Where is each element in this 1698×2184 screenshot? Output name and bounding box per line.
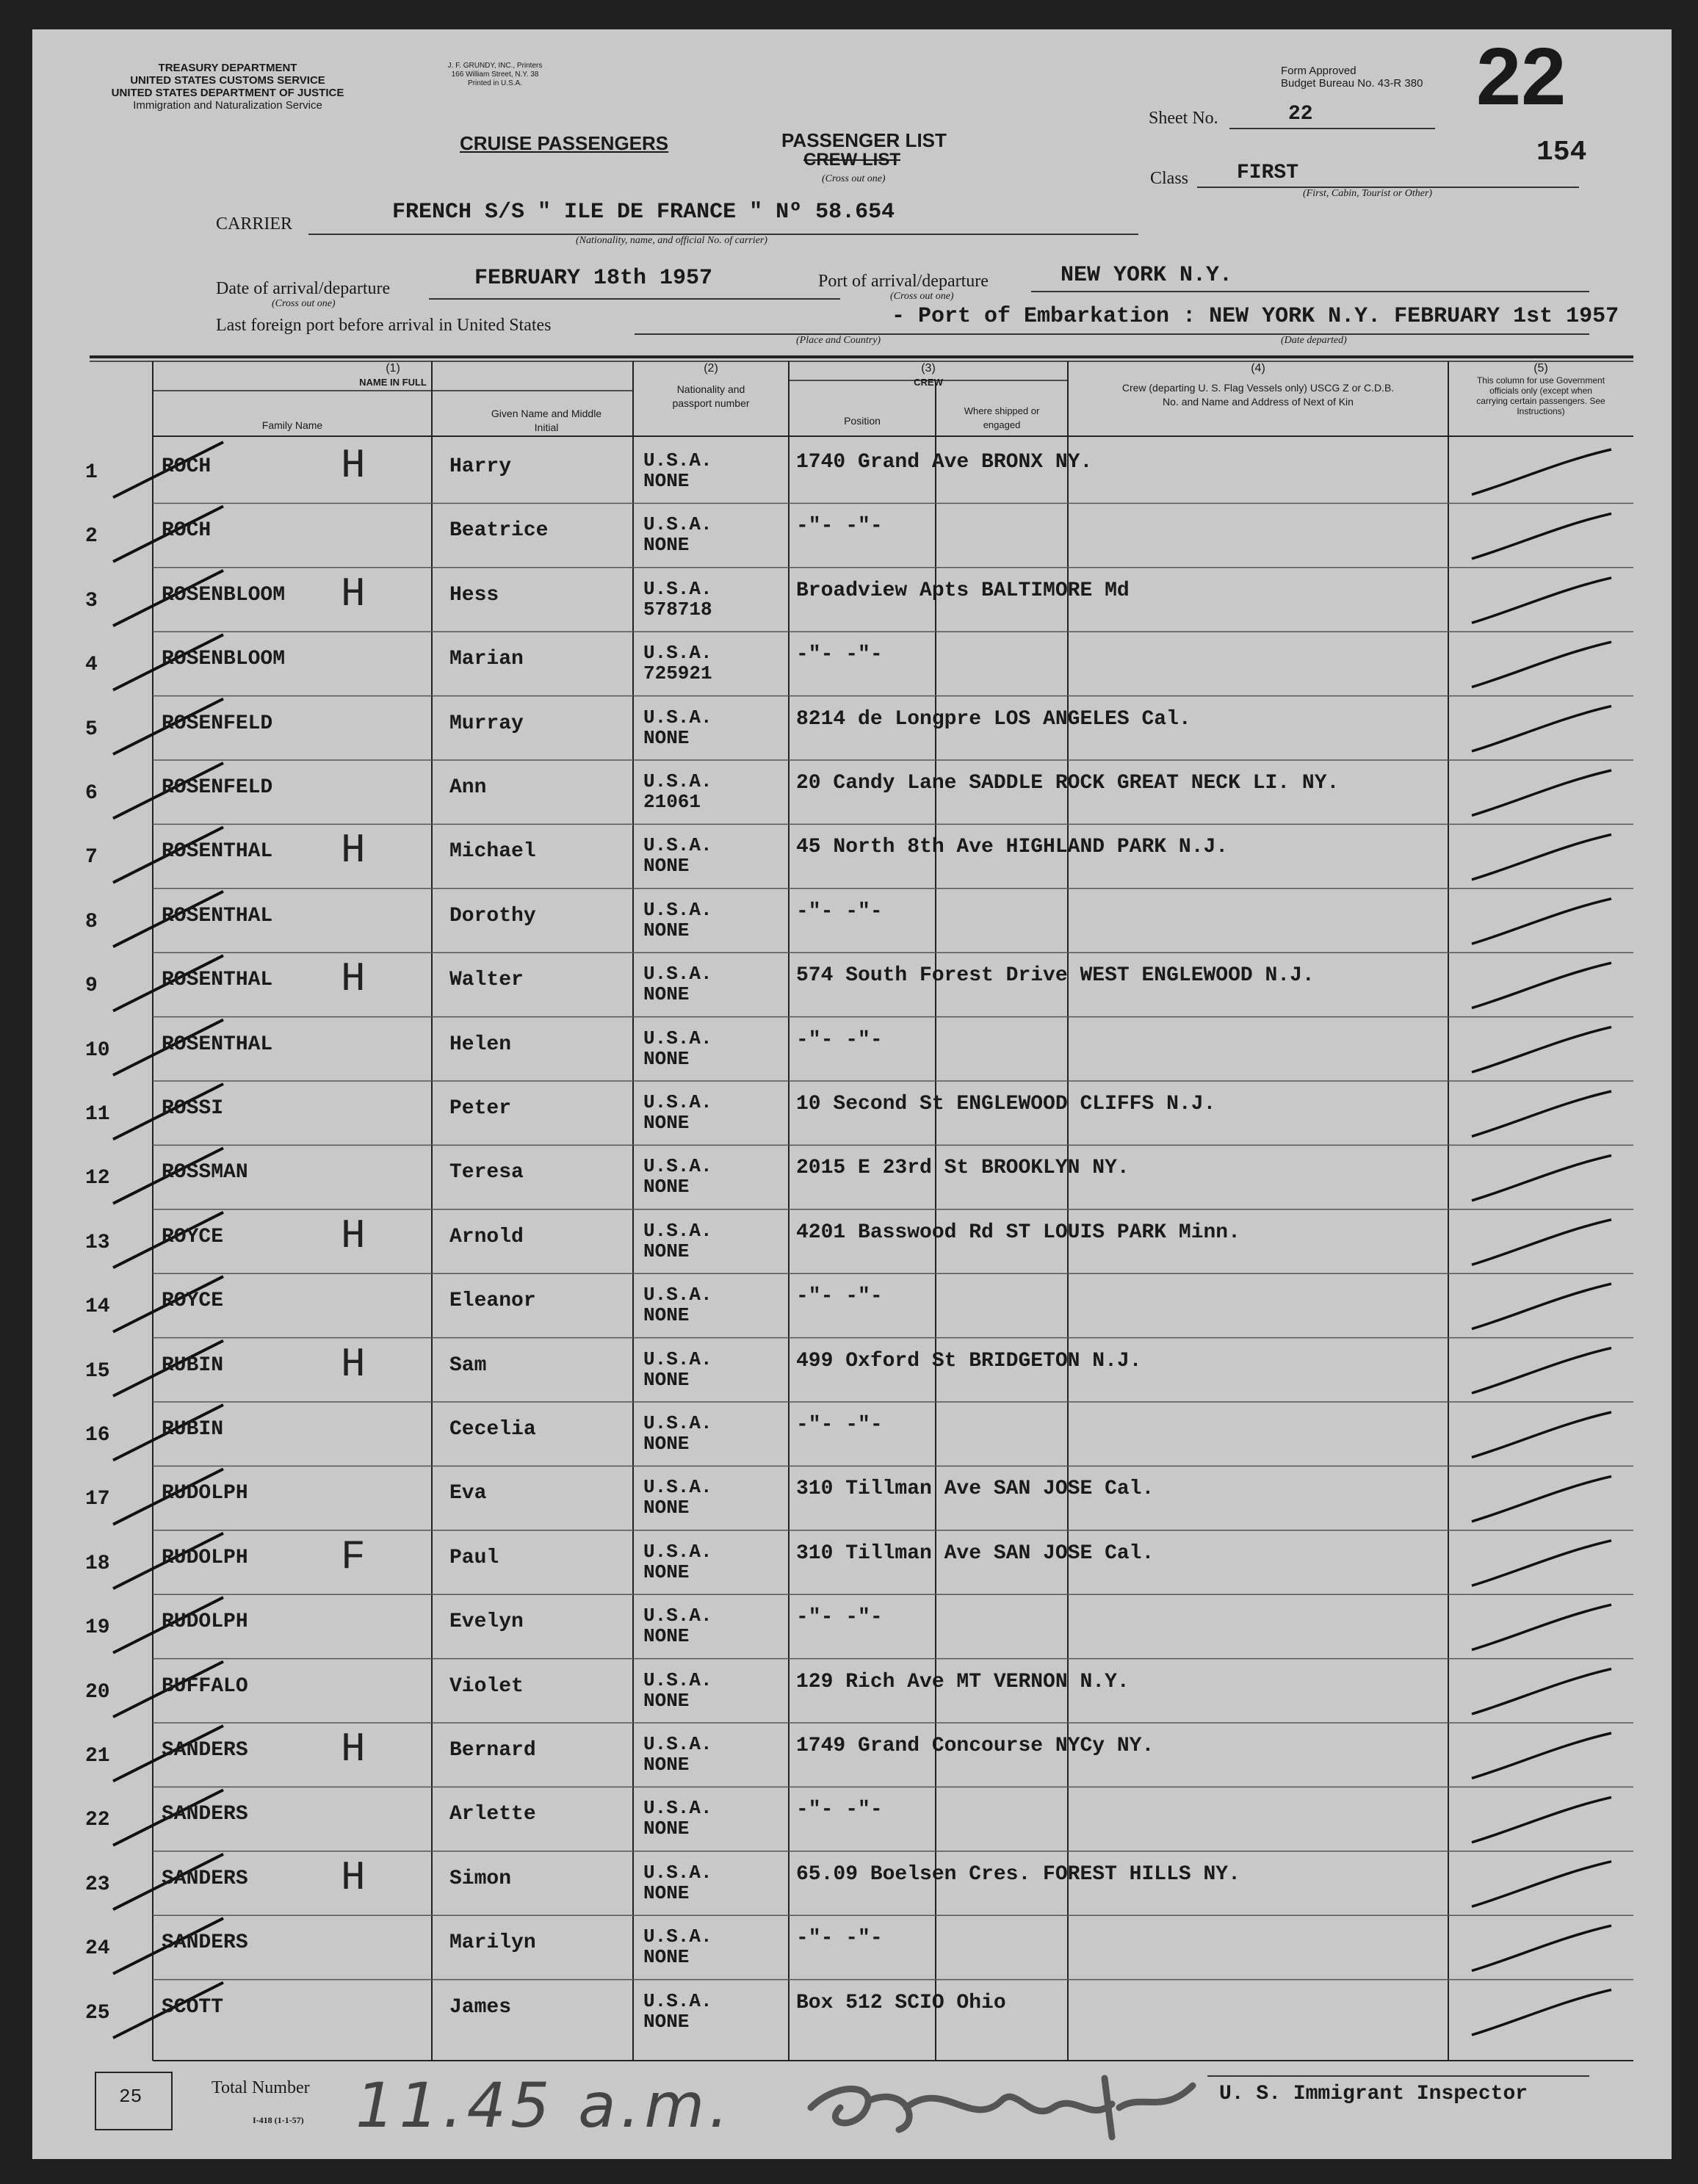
family-name: ROSENFELD	[162, 712, 273, 735]
address: -"- -"-	[796, 643, 883, 667]
inspector-signature	[796, 2064, 1207, 2152]
nationality: U.S.A.	[643, 1219, 712, 1242]
row-number: 19	[85, 1616, 110, 1640]
address: -"- -"-	[796, 1414, 883, 1436]
date-value: FEBRUARY 18th 1957	[474, 266, 713, 291]
passport-number: NONE	[643, 1240, 690, 1262]
family-name: ROSENBLOOM	[162, 583, 286, 607]
handwritten-mark: H	[341, 570, 366, 618]
nationality: U.S.A.	[643, 642, 712, 665]
nationality: U.S.A.	[643, 1027, 712, 1049]
nationality: U.S.A.	[643, 1989, 712, 2012]
given-name: Ann	[449, 776, 487, 799]
address: -"- -"-	[796, 1606, 883, 1630]
nationality: U.S.A.	[643, 1861, 712, 1884]
family-name: ROSENTHAL	[162, 904, 273, 928]
table-row	[32, 1145, 1672, 1209]
printer-line: J. F. GRUNDY, INC., Printers	[447, 62, 543, 70]
address: 45 North 8th Ave HIGHLAND PARK N.J.	[796, 836, 1229, 859]
form-approved-label: Form Approved	[1281, 65, 1356, 77]
row-number: 5	[85, 717, 98, 741]
row-number: 15	[85, 1359, 110, 1383]
nationality: U.S.A.	[643, 1412, 712, 1434]
table-row	[32, 1851, 1672, 1915]
table-row	[32, 952, 1672, 1016]
col1-title: NAME IN FULL	[359, 377, 427, 388]
family-name: SANDERS	[162, 1739, 248, 1762]
nationality: U.S.A.	[643, 706, 712, 728]
address: 1740 Grand Ave BRONX NY.	[796, 451, 1093, 474]
nationality: U.S.A.	[643, 1155, 712, 1178]
handwritten-mark: H	[341, 955, 366, 1003]
date-departed-note: (Date departed)	[1281, 335, 1347, 346]
given-name: Harry	[449, 455, 512, 478]
given-name: Michael	[449, 840, 536, 864]
row-number: 2	[85, 525, 98, 549]
row-number: 18	[85, 1552, 110, 1575]
given-name: Murray	[449, 712, 524, 735]
position-header: Position	[844, 415, 881, 427]
family-name: SANDERS	[162, 1931, 248, 1955]
table-row	[32, 1659, 1672, 1723]
table-row	[32, 1017, 1672, 1081]
address: -"- -"-	[796, 900, 883, 923]
passport-number: NONE	[643, 1754, 690, 1776]
date-note: (Cross out one)	[272, 298, 336, 309]
row-number: 22	[85, 1809, 110, 1832]
port-label: Port of arrival/departure	[818, 272, 989, 291]
table-row	[32, 439, 1672, 503]
handwritten-mark: H	[341, 827, 366, 875]
family-name: RUDOLPH	[162, 1610, 248, 1634]
given-name: Paul	[449, 1546, 499, 1569]
carrier-value: FRENCH S/S " ILE DE FRANCE " Nº 58.654	[392, 200, 895, 225]
row-number: 25	[85, 2001, 110, 2025]
table-row	[32, 1723, 1672, 1787]
family-name: ROSENFELD	[162, 776, 273, 799]
nationality: U.S.A.	[643, 1540, 712, 1563]
table-row	[32, 696, 1672, 760]
nationality: U.S.A.	[643, 1733, 712, 1755]
time-note: 11.45 a.m.	[355, 2069, 733, 2141]
row-number: 20	[85, 1680, 110, 1704]
class-label: Class	[1150, 169, 1189, 188]
given-name: Evelyn	[449, 1610, 524, 1634]
place-note: (Place and Country)	[796, 335, 881, 346]
row-number: 10	[85, 1038, 110, 1062]
passport-number: NONE	[643, 1818, 690, 1840]
col2-header	[633, 361, 789, 411]
passport-number: NONE	[643, 1497, 690, 1519]
address: -"- -"-	[796, 1927, 883, 1950]
row-number: 24	[85, 1937, 110, 1961]
given-name: Walter	[449, 969, 524, 992]
carrier-note: (Nationality, name, and official No. of carrier)	[576, 235, 767, 246]
given-name: Arlette	[449, 1803, 536, 1826]
row-number: 17	[85, 1488, 110, 1511]
last-port-label: Last foreign port before arrival in United States	[216, 316, 552, 335]
agency-line: UNITED STATES CUSTOMS SERVICE	[130, 74, 325, 87]
shipped-header: Where shipped or engaged	[964, 405, 1040, 430]
row-number: 21	[85, 1745, 110, 1768]
manifest-sheet	[32, 29, 1672, 2159]
port-value: NEW YORK N.Y.	[1061, 263, 1233, 288]
address: Broadview Apts BALTIMORE Md	[796, 579, 1130, 602]
col3-header	[789, 361, 1068, 389]
family-name: ROSENTHAL	[162, 840, 273, 864]
table-row	[32, 1338, 1672, 1402]
nationality: U.S.A.	[643, 834, 712, 857]
col3-title: CREW	[914, 377, 943, 388]
cruise-passengers-label: CRUISE PASSENGERS	[460, 132, 669, 154]
handwritten-mark: H	[341, 1854, 366, 1901]
port-note: (Cross out one)	[890, 291, 954, 302]
passport-number: NONE	[643, 983, 690, 1006]
table-row	[32, 632, 1672, 695]
address: 20 Candy Lane SADDLE ROCK GREAT NECK LI. NY.	[796, 772, 1340, 795]
col4-number: (4)	[1251, 362, 1265, 375]
given-name: Teresa	[449, 1161, 524, 1185]
table-row	[32, 1530, 1672, 1594]
nationality: U.S.A.	[643, 1476, 712, 1499]
family-name: SANDERS	[162, 1803, 248, 1826]
row-number: 16	[85, 1424, 110, 1447]
family-name: ROSENTHAL	[162, 969, 273, 992]
nationality: U.S.A.	[643, 577, 712, 600]
passport-number: NONE	[643, 534, 690, 557]
passport-number: 21061	[643, 791, 701, 813]
total-label: Total Number	[212, 2078, 310, 2097]
passport-number: NONE	[643, 1112, 690, 1134]
handwritten-mark: H	[341, 1212, 366, 1259]
agency-line: Immigration and Naturalization Service	[133, 99, 322, 112]
family-name: ROSENBLOOM	[162, 648, 286, 671]
table-row	[32, 1980, 1672, 2044]
given-name: Eleanor	[449, 1290, 536, 1313]
nationality: U.S.A.	[643, 1605, 712, 1627]
table-row	[32, 1594, 1672, 1658]
sheet-label: Sheet No.	[1149, 109, 1218, 128]
row-number: 9	[85, 975, 98, 998]
col5-title: This column for use Government officials only (except when carrying certain passengers. See Instructions)	[1476, 375, 1605, 416]
sheet-number: 22	[1288, 103, 1313, 126]
passport-number: NONE	[643, 1368, 690, 1391]
big-sheet-number: 22	[1476, 32, 1567, 122]
family-name: SANDERS	[162, 1867, 248, 1890]
family-name: RUBIN	[162, 1418, 224, 1441]
passport-number: NONE	[643, 855, 690, 878]
given-name: James	[449, 1995, 512, 2019]
passport-number: NONE	[643, 919, 690, 941]
agency-line: UNITED STATES DEPARTMENT OF JUSTICE	[111, 87, 344, 99]
given-name: Peter	[449, 1097, 512, 1120]
budget-bureau-label: Budget Bureau No. 43-R 380	[1281, 77, 1423, 90]
col4-header	[1068, 361, 1448, 409]
passport-number: 578718	[643, 598, 712, 621]
row-number: 12	[85, 1167, 110, 1190]
given-name-header: Given Name and Middle Initial	[491, 408, 602, 433]
row-number: 23	[85, 1873, 110, 1896]
table-row	[32, 1466, 1672, 1530]
inspector-label: U. S. Immigrant Inspector	[1219, 2083, 1528, 2105]
given-name: Violet	[449, 1674, 524, 1698]
passport-number: NONE	[643, 726, 690, 749]
address: Box 512 SCIO Ohio	[796, 1991, 1006, 2014]
passport-number: NONE	[643, 1689, 690, 1712]
row-number: 13	[85, 1231, 110, 1254]
row-number: 4	[85, 654, 98, 677]
passport-number: NONE	[643, 1881, 690, 1904]
handwritten-mark: H	[341, 1340, 366, 1388]
family-name: ROYCE	[162, 1225, 224, 1248]
table-row	[32, 1402, 1672, 1466]
given-name: Dorothy	[449, 904, 536, 928]
handwritten-mark: F	[341, 1533, 366, 1580]
address: 310 Tillman Ave SAN JOSE Cal.	[796, 1478, 1155, 1501]
last-port-value: - Port of Embarkation : NEW YORK N.Y. FEBRUARY 1st 1957	[892, 304, 1619, 329]
address: 10 Second St ENGLEWOOD CLIFFS N.J.	[796, 1093, 1216, 1115]
row-number: 11	[85, 1103, 110, 1126]
nationality: U.S.A.	[643, 963, 712, 986]
table-row	[32, 1209, 1672, 1273]
col4-title: Crew (departing U. S. Flag Vessels only) USCG Z or C.D.B. No. and Name and Address of Next of Kin	[1121, 382, 1395, 408]
row-number: 3	[85, 589, 98, 612]
class-value: FIRST	[1237, 162, 1299, 184]
address: 574 South Forest Drive WEST ENGLEWOOD N.J.	[796, 964, 1315, 988]
address: 310 Tillman Ave SAN JOSE Cal.	[796, 1541, 1155, 1565]
address: 1749 Grand Concourse NYCy NY.	[796, 1735, 1155, 1757]
family-name: ROSSMAN	[162, 1161, 248, 1185]
printer-line: 166 William Street, N.Y. 38	[451, 70, 539, 79]
address: -"- -"-	[796, 1285, 883, 1309]
address: 65.09 Boelsen Cres. FOREST HILLS NY.	[796, 1862, 1240, 1886]
nationality: U.S.A.	[643, 1284, 712, 1306]
address: 8214 de Longpre LOS ANGELES Cal.	[796, 707, 1191, 731]
col5-header	[1448, 361, 1633, 416]
given-name: Sam	[449, 1353, 487, 1377]
row-number: 14	[85, 1295, 110, 1319]
handwritten-mark: H	[341, 442, 366, 489]
table-row	[32, 889, 1672, 952]
family-name: ROCH	[162, 455, 212, 478]
row-number: 6	[85, 782, 98, 805]
address: -"- -"-	[796, 1028, 883, 1052]
given-name: Marilyn	[449, 1931, 536, 1955]
page-stamp: 154	[1536, 137, 1587, 168]
address: 2015 E 23rd St BROOKLYN NY.	[796, 1157, 1130, 1180]
total-count: 25	[119, 2086, 142, 2108]
table-row	[32, 1915, 1672, 1979]
nationality: U.S.A.	[643, 898, 712, 921]
list-title: PASSENGER LIST	[781, 129, 947, 151]
nationality: U.S.A.	[643, 1797, 712, 1820]
nationality: U.S.A.	[643, 770, 712, 792]
nationality: U.S.A.	[643, 449, 712, 471]
passport-number: NONE	[643, 1047, 690, 1070]
handwritten-mark: H	[341, 1726, 366, 1773]
family-name: RUDOLPH	[162, 1482, 248, 1505]
passport-number: NONE	[643, 470, 690, 492]
table-row	[32, 760, 1672, 824]
table-row	[32, 824, 1672, 888]
address: -"- -"-	[796, 515, 883, 538]
passport-number: NONE	[643, 1625, 690, 1648]
nationality: U.S.A.	[643, 1091, 712, 1113]
family-name: ROCH	[162, 519, 212, 543]
given-name: Bernard	[449, 1739, 536, 1762]
given-name: Simon	[449, 1867, 512, 1890]
col1-number: (1)	[386, 362, 400, 375]
address: -"- -"-	[796, 1798, 883, 1822]
address: 129 Rich Ave MT VERNON N.Y.	[796, 1670, 1130, 1693]
given-name: Hess	[449, 583, 499, 607]
form-code: I-418 (1-1-57)	[253, 2115, 304, 2125]
row-number: 1	[85, 461, 98, 484]
table-row	[32, 1081, 1672, 1145]
crew-list-crossed: CREW LIST	[803, 150, 900, 170]
col1-header	[153, 361, 633, 389]
passport-number: NONE	[643, 1946, 690, 1969]
address: 499 Oxford St BRIDGETON N.J.	[796, 1349, 1142, 1373]
nationality: U.S.A.	[643, 513, 712, 536]
cross-out-note: (Cross out one)	[822, 173, 886, 184]
given-name: Arnold	[449, 1225, 524, 1248]
passport-number: 725921	[643, 662, 712, 685]
row-number: 8	[85, 910, 98, 933]
nationality: U.S.A.	[643, 1926, 712, 1948]
family-name: BUFFALO	[162, 1674, 248, 1698]
col3-number: (3)	[921, 362, 936, 375]
given-name: Beatrice	[449, 519, 549, 543]
given-name: Cecelia	[449, 1418, 536, 1441]
given-name: Marian	[449, 648, 524, 671]
agency-line: TREASURY DEPARTMENT	[158, 62, 297, 74]
col2-title: Nationality and passport number	[672, 383, 750, 409]
nationality: U.S.A.	[643, 1668, 712, 1691]
family-name: RUDOLPH	[162, 1546, 248, 1569]
family-name: ROSSI	[162, 1097, 224, 1120]
carrier-label: CARRIER	[216, 214, 293, 234]
passport-number: NONE	[643, 1304, 690, 1327]
table-row	[32, 1273, 1672, 1337]
family-name: SCOTT	[162, 1995, 224, 2019]
address: 4201 Basswood Rd ST LOUIS PARK Minn.	[796, 1221, 1240, 1244]
col5-number: (5)	[1533, 362, 1548, 375]
table-row	[32, 568, 1672, 632]
family-name: RUBIN	[162, 1353, 224, 1377]
table-row	[32, 1787, 1672, 1851]
given-name: Helen	[449, 1033, 512, 1056]
passport-number: NONE	[643, 1561, 690, 1583]
table-row	[32, 503, 1672, 567]
family-name-header: Family Name	[261, 419, 323, 431]
class-note: (First, Cabin, Tourist or Other)	[1303, 188, 1433, 199]
family-name: ROYCE	[162, 1290, 224, 1313]
given-name: Eva	[449, 1482, 487, 1505]
passport-number: NONE	[643, 2010, 690, 2033]
printer-line: Printed in U.S.A.	[468, 79, 522, 87]
row-number: 7	[85, 846, 98, 869]
nationality: U.S.A.	[643, 1348, 712, 1370]
passport-number: NONE	[643, 1176, 690, 1198]
passport-number: NONE	[643, 1433, 690, 1455]
col2-number: (2)	[704, 362, 718, 375]
date-label: Date of arrival/departure	[216, 279, 391, 298]
family-name: ROSENTHAL	[162, 1033, 273, 1056]
